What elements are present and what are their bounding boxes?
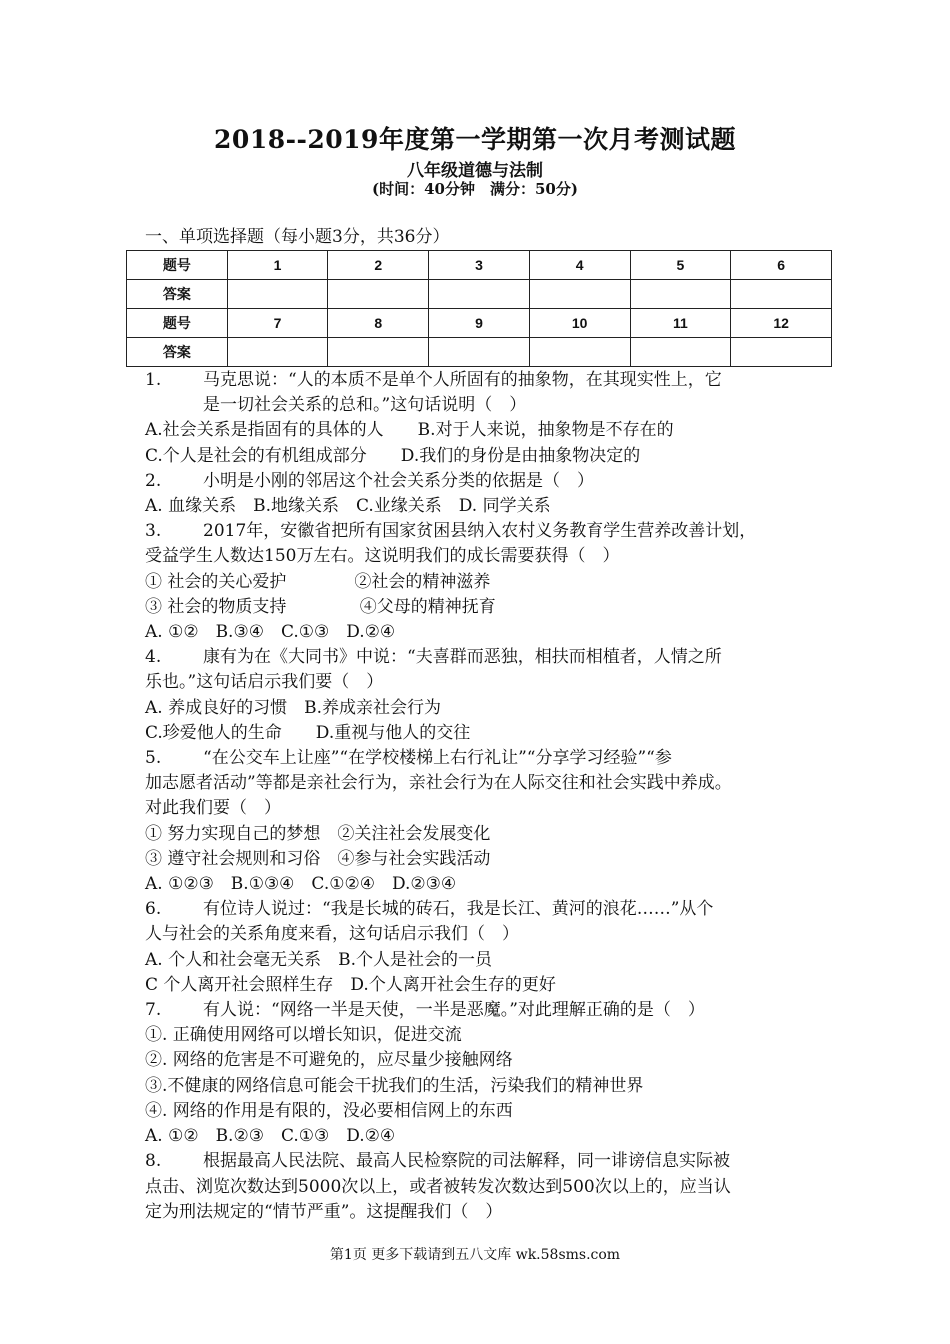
option-line: A. 养成良好的习惯 B.养成亲社会行为 — [145, 697, 441, 718]
row-label: 答案 — [127, 338, 228, 367]
question-stem: “在公交车上让座”“在学校楼梯上右行礼让”“分享学习经验”“参 — [203, 748, 672, 769]
answer-table — [126, 250, 832, 367]
question-number: 5. — [145, 748, 162, 769]
answer-cell[interactable] — [328, 280, 429, 309]
question-number-cell: 7 — [227, 309, 328, 338]
question-number: 6. — [145, 899, 162, 920]
row-label: 题号 — [127, 309, 228, 338]
option-line: A.社会关系是指固有的具体的人 B.对于人来说，抽象物是不存在的 — [145, 420, 674, 441]
option-line: A. 血缘关系 B.地缘关系 C.业缘关系 D. 同学关系 — [145, 496, 551, 517]
answer-cell[interactable] — [731, 280, 832, 309]
question-text-line: 受益学生人数达150万左右。这说明我们的成长需要获得（ ） — [145, 546, 620, 567]
question-text-line: 加志愿者活动”等都是亲社会行为，亲社会行为在人际交往和社会实践中养成。 — [145, 773, 732, 794]
answer-cell[interactable] — [429, 338, 530, 367]
question-stem-continued: 是一切社会关系的总和。”这句话说明（ ） — [203, 395, 527, 416]
exam-meta: (时间：40分钟 满分：50分) — [372, 180, 578, 198]
answer-cell[interactable] — [227, 338, 328, 367]
question-stem: 根据最高人民法院、最高人民检察院的司法解释，同一诽谤信息实际被 — [203, 1151, 730, 1172]
question-number-cell: 1 — [227, 251, 328, 280]
question-number-cell: 9 — [429, 309, 530, 338]
answer-cell[interactable] — [529, 338, 630, 367]
page-title: 2018--2019年度第一学期第一次月考测试题 — [214, 125, 736, 154]
page-footer: 第1页 更多下载请到五八文库 wk.58sms.com — [329, 1247, 621, 1263]
question-stem: 有位诗人说过：“我是长城的砖石，我是长江、黄河的浪花……”从个 — [203, 899, 714, 920]
question-number: 1. — [145, 370, 162, 390]
question-number: 3. — [145, 521, 162, 542]
table-row — [127, 309, 832, 338]
option-line: ① 努力实现自己的梦想 ②关注社会发展变化 — [145, 823, 491, 844]
answer-cell[interactable] — [227, 280, 328, 309]
question-number-cell: 11 — [630, 309, 731, 338]
question-stem: 2017年，安徽省把所有国家贫困县纳入农村义务教育学生营养改善计划， — [203, 521, 757, 542]
table-row — [127, 280, 832, 309]
option-line: A. ①②③ B.①③④ C.①②④ D.②③④ — [145, 874, 457, 895]
answer-cell[interactable] — [328, 338, 429, 367]
row-label: 答案 — [127, 280, 228, 309]
option-line: ① 社会的关心爱护 ②社会的精神滋养 — [145, 571, 491, 592]
question-list — [145, 368, 825, 1225]
option-line: ②. 网络的危害是不可避免的，应尽量少接触网络 — [145, 1050, 513, 1071]
question-number: 7. — [145, 1000, 162, 1021]
answer-cell[interactable] — [429, 280, 530, 309]
question-number-cell: 5 — [630, 251, 731, 280]
option-line: C.珍爱他人的生命 D.重视与他人的交往 — [145, 722, 471, 743]
answer-cell[interactable] — [731, 338, 832, 367]
option-line: ③ 社会的物质支持 ④父母的精神抚育 — [145, 596, 496, 617]
option-line: A. ①② B.②③ C.①③ D.②④ — [145, 1126, 396, 1147]
question-number-cell: 4 — [529, 251, 630, 280]
question-text-line: 乐也。”这句话启示我们要（ ） — [145, 672, 384, 693]
question-item — [145, 998, 825, 1149]
question-text-line: 人与社会的关系角度来看，这句话启示我们（ ） — [145, 924, 519, 945]
question-item — [145, 469, 825, 519]
question-number-cell: 3 — [429, 251, 530, 280]
question-text-line: 定为刑法规定的“情节严重”。这提醒我们（ ） — [145, 1201, 503, 1222]
option-line: ③ 遵守社会规则和习俗 ④参与社会实践活动 — [145, 848, 491, 869]
question-number-cell: 10 — [529, 309, 630, 338]
question-number: 2. — [145, 470, 162, 491]
question-stem: 小明是小刚的邻居这个社会关系分类的依据是（ ） — [203, 470, 594, 491]
option-line: ④. 网络的作用是有限的，没必要相信网上的东西 — [145, 1100, 513, 1121]
option-line: ①. 正确使用网络可以增长知识，促进交流 — [145, 1025, 462, 1046]
answer-cell[interactable] — [630, 338, 731, 367]
question-stem: 马克思说：“人的本质不是单个人所固有的抽象物，在其现实性上，它 — [203, 370, 722, 390]
option-line: A. ①② B.③④ C.①③ D.②④ — [145, 622, 396, 643]
question-item — [145, 897, 825, 998]
table-row — [127, 338, 832, 367]
question-item — [145, 746, 825, 897]
question-text-line: 对此我们要（ ） — [145, 798, 281, 819]
question-stem: 康有为在《大同书》中说：“夫喜群而恶独，相扶而相植者，人情之所 — [203, 647, 722, 668]
question-stem: 有人说：“网络一半是天使，一半是恶魔。”对此理解正确的是（ ） — [203, 1000, 705, 1021]
question-item — [145, 368, 825, 469]
table-row — [127, 251, 832, 280]
question-number: 4. — [145, 647, 162, 668]
page-subtitle: 八年级道德与法制 — [407, 161, 543, 181]
option-line: ③.不健康的网络信息可能会干扰我们的生活，污染我们的精神世界 — [145, 1075, 644, 1096]
answer-cell[interactable] — [529, 280, 630, 309]
question-number-cell: 8 — [328, 309, 429, 338]
question-item — [145, 645, 825, 746]
question-number-cell: 6 — [731, 251, 832, 280]
question-number: 8. — [145, 1151, 162, 1172]
row-label: 题号 — [127, 251, 228, 280]
question-item — [145, 519, 825, 645]
option-line: A. 个人和社会毫无关系 B.个人是社会的一员 — [145, 949, 492, 970]
answer-cell[interactable] — [630, 280, 731, 309]
question-text-line: 点击、浏览次数达到5000次以上，或者被转发次数达到500次以上的，应当认 — [145, 1176, 731, 1197]
question-item — [145, 1149, 825, 1225]
question-number-cell: 2 — [328, 251, 429, 280]
option-line: C 个人离开社会照样生存 D.个人离开社会生存的更好 — [145, 974, 556, 995]
section-heading: 一、单项选择题（每小题3分，共36分） — [145, 227, 450, 247]
question-number-cell: 12 — [731, 309, 832, 338]
option-line: C.个人是社会的有机组成部分 D.我们的身份是由抽象物决定的 — [145, 445, 641, 466]
